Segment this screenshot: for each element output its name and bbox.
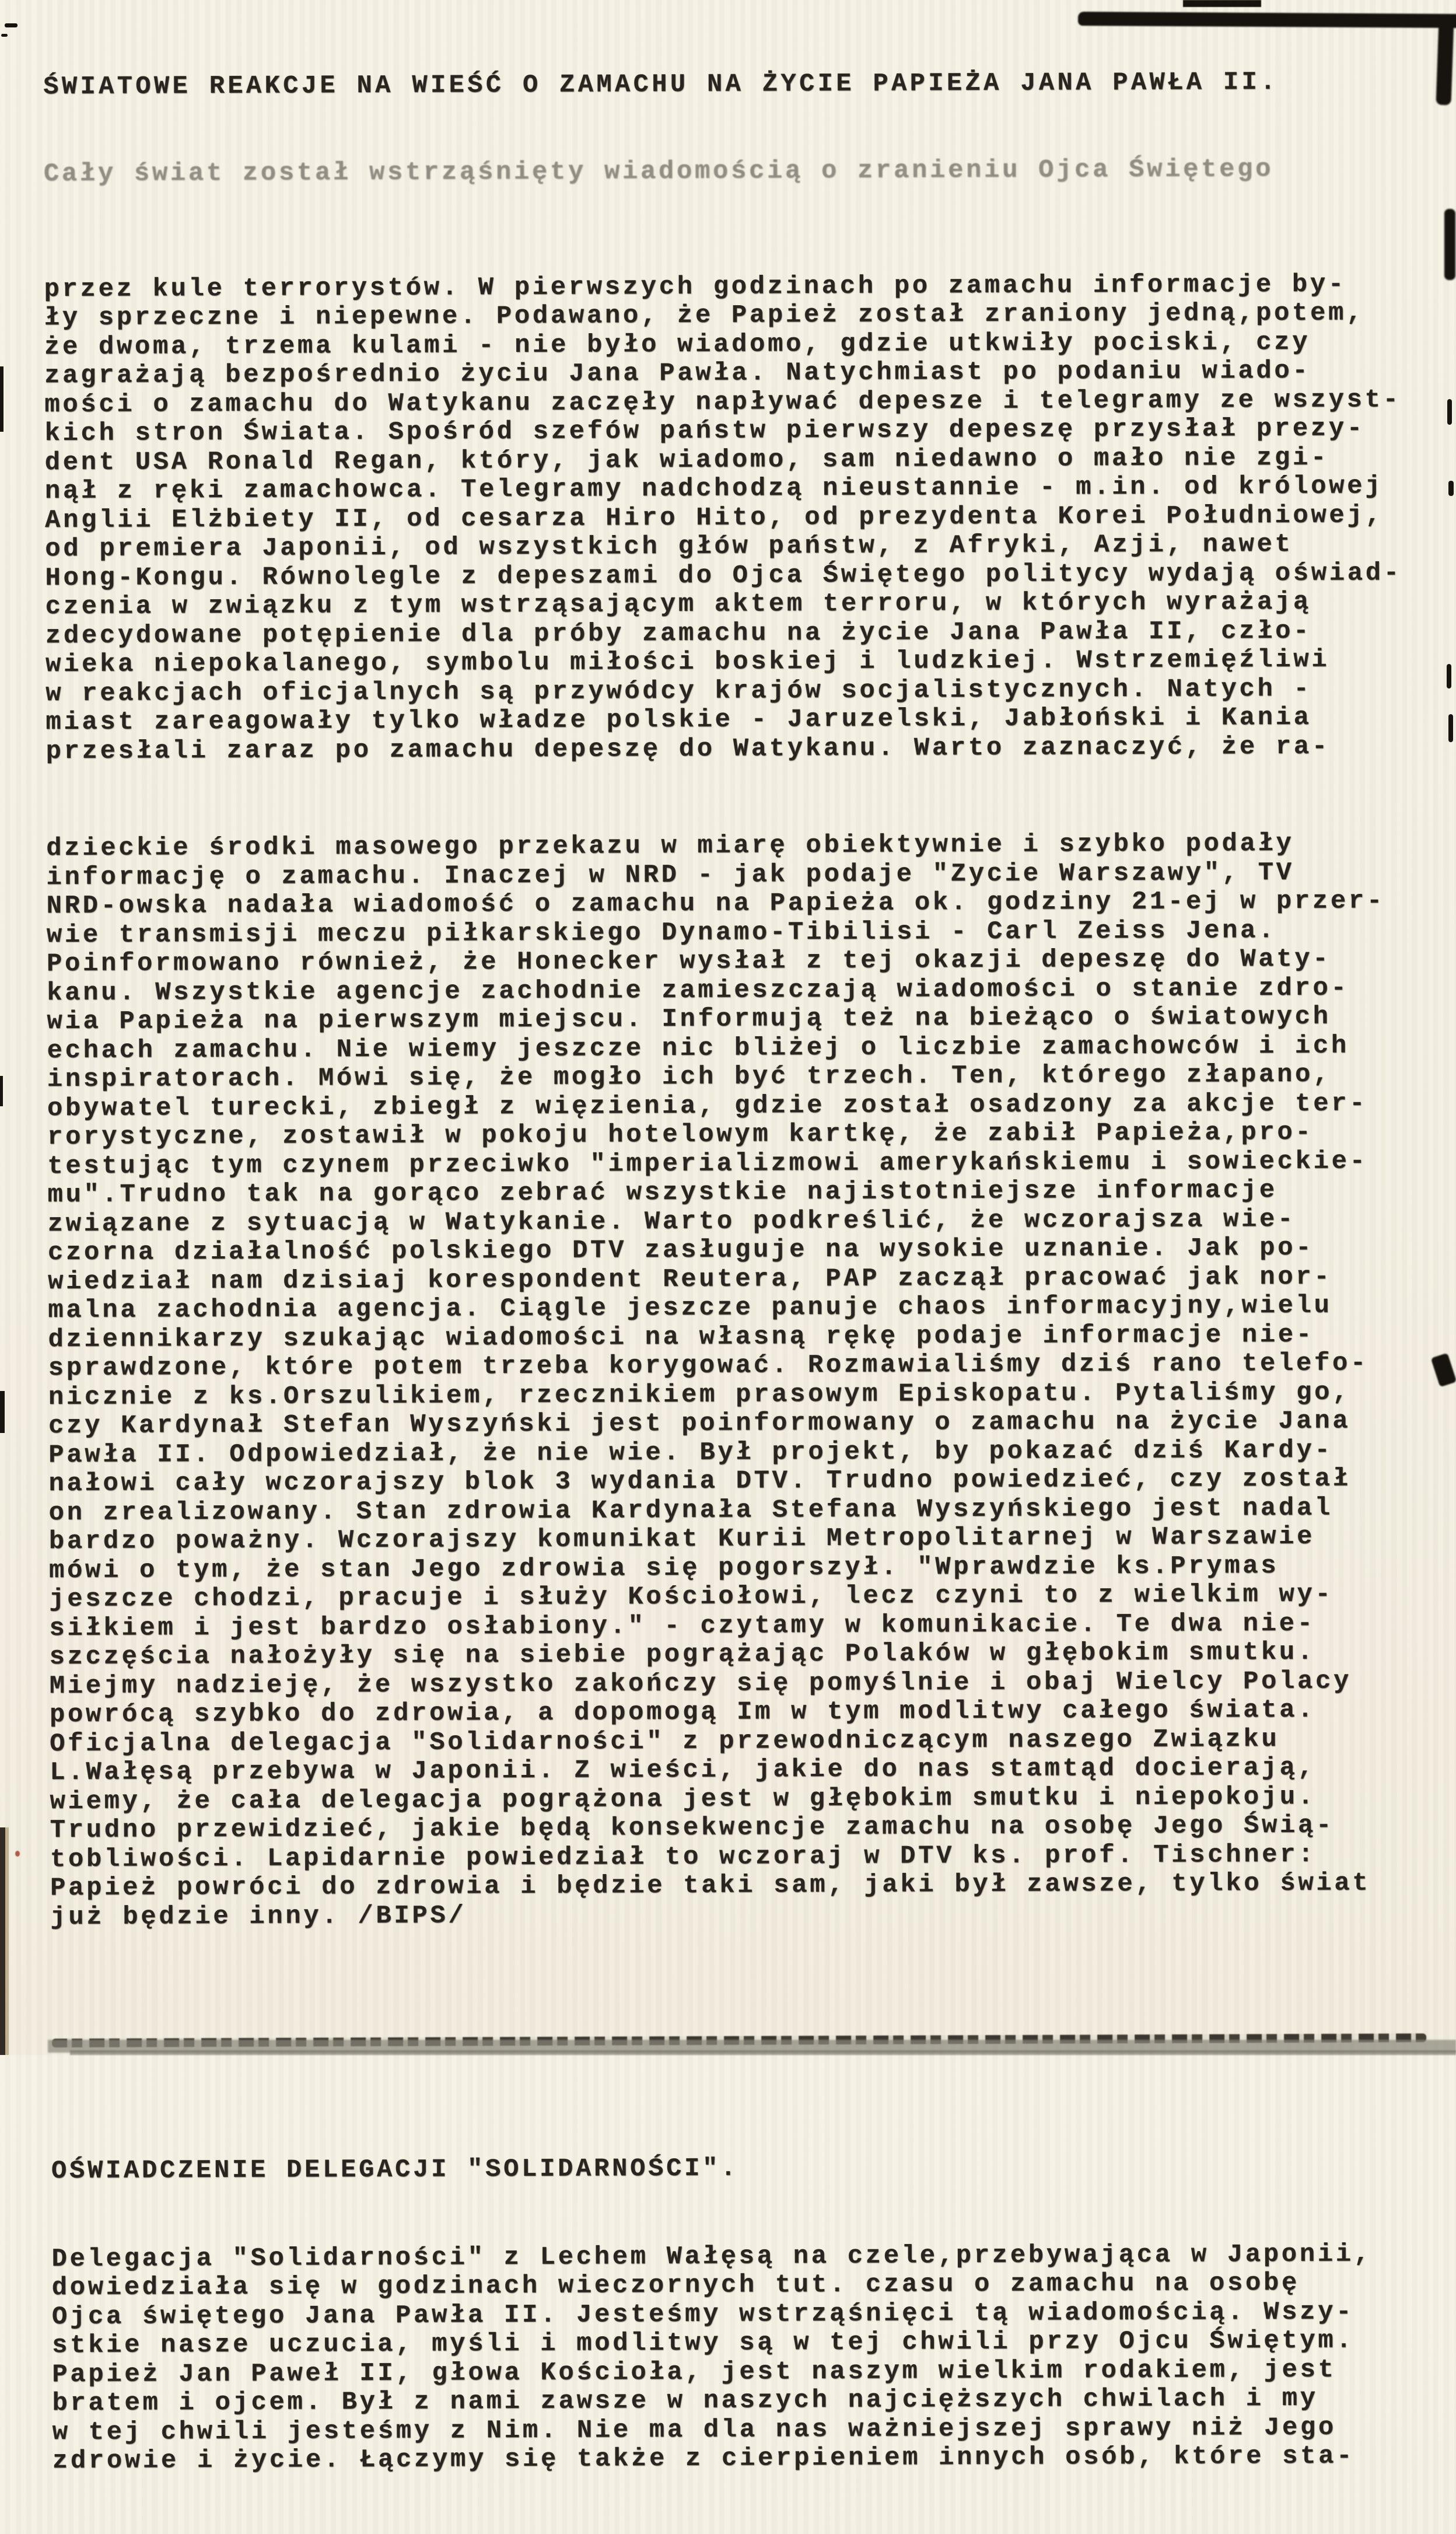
text-line: w tej chwili jesteśmy z Nim. Nie ma dla nas ważniejszej sprawy niż Jego (52, 2413, 1337, 2447)
scan-artifact-top-right-band (1078, 12, 1456, 28)
text-line: dzieckie środki masowego przekazu w miarę obiektywnie i szybko podały (46, 829, 1294, 864)
text-line: Poinformowano również, że Honecker wysłał z tej okazji depeszę do Waty- (46, 944, 1331, 979)
text-line: w reakcjach oficjalnych są przywódcy krajów socjalistycznych. Natych - (46, 674, 1312, 708)
text-line: nął z ręki zamachowca. Telegramy nadchodzą nieustannie - m.in. od królowej (44, 471, 1384, 506)
text-line: dent USA Ronald Regan, który, jak wiadomo, sam niedawno o mało nie zgi- (44, 443, 1329, 477)
text-line: bratem i ojcem. Był z nami zawsze w naszych najcięższych chwilach i my (52, 2383, 1318, 2418)
article-paragraph-2 (46, 829, 1444, 1932)
text-line: NRD-owska nadała wiadomość o zamachu na Papieża ok. godziny 21-ej w przer- (46, 886, 1385, 921)
article-title: ŚWIATOWE REAKCJE NA WIEŚĆ O ZAMACHU NA ŻYCIE PAPIEŻA JANA PAWŁA II. (43, 68, 1279, 102)
article-paragraph-1 (44, 270, 1440, 766)
scan-artifact-left-dash-3 (0, 1391, 5, 1433)
text-line: związane z sytuacją w Watykanie. Warto podkreślić, że wczorajsza wie- (47, 1204, 1296, 1239)
scan-artifact-top-left-tick-2 (1, 34, 8, 37)
text-line: Anglii Elżbiety II, od cesarza Hiro Hito, od prezydenta Korei Południowej, (44, 500, 1384, 535)
text-line: Trudno przewidzieć, jakie będą konsekwencje zamachu na osobę Jego Świą- (50, 1811, 1335, 1846)
text-line: testując tym czynem przeciwko "imperializmowi amerykańskiemu i sowieckie- (47, 1146, 1368, 1181)
scan-artifact-right-dash-1 (1447, 399, 1452, 425)
text-line: Oficjalna delegacja "Solidarności" z przewodniczącym naszego Związku (50, 1724, 1280, 1759)
text-line: malna zachodnia agencja. Ciągle jeszcze panuje chaos informacyjny,wielu (48, 1291, 1332, 1326)
text-line: stkie nasze uczucia, myśli i modlitwy są w tej chwili przy Ojcu Świętym. (52, 2326, 1354, 2361)
text-line: od premiera Japonii, od wszystkich głów państw, z Afryki, Azji, nawet (45, 529, 1293, 564)
text-line: już będzie inny. /BIPS/ (50, 1900, 467, 1932)
text-line: mówi o tym, że stan Jego zdrowia się pogorszył. "Wprawdzie ks.Prymas (48, 1551, 1279, 1585)
text-line: sprawdzone, które potem trzeba korygować. Rozmawialiśmy dziś rano telefo- (48, 1348, 1369, 1383)
text-line: zdrowie i życie. Łączymy się także z cierpieniem innych osób, które sta- (52, 2441, 1355, 2476)
scan-artifact-bottom-left-edge (0, 1827, 5, 2055)
text-line: zdecydowane potępienie dla próby zamachu na życie Jana Pawła II, czło- (45, 616, 1312, 651)
text-line: jeszcze chodzi, pracuje i służy Kościołowi, lecz czyni to z wielkim wy- (49, 1579, 1334, 1614)
text-line: mości o zamachu do Watykanu zaczęły napływać depesze i telegramy ze wszyst- (44, 385, 1401, 420)
text-line: kich stron Świata. Spośród szefów państw pierwszy depeszę przysłał prezy- (44, 414, 1365, 449)
text-line: dziennikarzy szukając wiadomości na własną rękę podaje informacje nie- (48, 1320, 1314, 1354)
article-faded-lead-line: Cały świat został wstrząśnięty wiadomością o zranieniu Ojca Świętego (43, 154, 1274, 188)
text-line: że dwoma, trzema kulami - nie było wiadomo, gdzie utkwiły pociski, czy (44, 327, 1311, 362)
text-line: bardzo poważny. Wczorajszy komunikat Kurii Metropolitarnej w Warszawie (48, 1522, 1315, 1557)
text-line: mu".Trudno tak na gorąco zebrać wszystkie najistotniejsze informacje (47, 1176, 1278, 1210)
text-line: przesłali zaraz po zamachu depeszę do Watykanu. Warto zaznaczyć, że ra- (46, 732, 1331, 766)
scan-artifact-left-dash-1 (0, 366, 4, 432)
text-line: wia Papieża na pierwszym miejscu. Informują też na bieżąco o światowych (47, 1002, 1331, 1037)
text-line: tobliwości. Lapidarnie powiedział to wczoraj w DTV ks. prof. Tischner: (50, 1840, 1317, 1874)
scan-artifact-top-left-tick-1 (5, 23, 18, 27)
scan-artifact-right-blob (1444, 209, 1455, 280)
scan-artifact-top-rect (1183, 0, 1261, 7)
statement-heading: OŚWIADCZENIE DELEGACJI "SOLIDARNOŚCI". (51, 2154, 739, 2186)
text-line: Pawła II. Odpowiedział, że nie wie. Był projekt, by pokazać dziś Kardy- (48, 1435, 1333, 1470)
text-line: Ojca świętego Jana Pawła II. Jesteśmy wstrząśnięci tą wiadomością. Wszy- (51, 2297, 1354, 2332)
text-line: obywatel turecki, zbiegł z więzienia, gdzie został osadzony za akcje ter- (47, 1088, 1368, 1123)
text-line: inspiratorach. Mówi się, że mogło ich być trzech. Ten, którego złapano, (47, 1060, 1332, 1095)
text-line: czorna działalność polskiego DTV zasługuje na wysokie uznanie. Jak po- (47, 1233, 1314, 1268)
scan-artifact-bottom-left-edge-tan (5, 1827, 9, 2055)
text-line: rorystyczne, zostawił w pokoju hotelowym kartkę, że zabił Papieża,pro- (47, 1117, 1314, 1152)
text-line: informację o zamachu. Inaczej w NRD - jak podaje "Zycie Warszawy", TV (46, 858, 1294, 892)
text-line: czy Kardynał Stefan Wyszyński jest poinformowany o zamachu na życie Jana (48, 1406, 1351, 1441)
text-line: czenia w związku z tym wstrząsającym aktem terroru, w których wyrażają (45, 587, 1312, 622)
typewritten-text-block (43, 10, 1447, 2534)
text-line: Delegacja "Solidarności" z Lechem Wałęsą na czele,przebywająca w Japonii, (51, 2239, 1372, 2274)
text-line: miast zareagowały tylko władze polskie - Jaruzelski, Jabłoński i Kania (46, 702, 1312, 738)
scan-artifact-red-dot (15, 1851, 20, 1857)
text-line: siłkiem i jest bardzo osłabiony." - czytamy w komunikacie. Te dwa nie- (49, 1609, 1315, 1643)
text-line: dowiedziała się w godzinach wieczornych tut. czasu o zamachu na osobę (51, 2268, 1300, 2303)
text-line: Hong-Kongu. Równolegle z depeszami do Ojca Świętego politycy wydają oświad- (45, 558, 1402, 593)
text-line: Papież Jan Paweł II, głowa Kościoła, jest naszym wielkim rodakiem, jest (52, 2355, 1336, 2389)
text-line: echach zamachu. Nie wiemy jeszcze nic bliżej o liczbie zamachowców i ich (47, 1031, 1349, 1065)
text-line: szczęścia nałożyły się na siebie pogrążając Polaków w głębokim smutku. (49, 1637, 1315, 1672)
statement-paragraph (51, 2239, 1447, 2476)
text-line: wiemy, że cała delegacja pogrążona jest w głębokim smutku i niepokoju. (50, 1782, 1316, 1816)
scan-artifact-right-dash-3 (1447, 664, 1451, 688)
text-line: zagrażają bezpośrednio życiu Jana Pawła. Natychmiast po podaniu wiado- (44, 356, 1311, 391)
text-line: nicznie z ks.Orszulikiem, rzecznikiem prasowym Episkopatu. Pytaliśmy go, (48, 1378, 1351, 1412)
scan-artifact-right-streak (1436, 20, 1454, 106)
scan-artifact-right-dash-4 (1448, 714, 1453, 742)
text-line: on zrealizowany. Stan zdrowia Kardynała Stefana Wyszyńskiego jest nadal (48, 1493, 1334, 1528)
text-line: wieka niepokalanego, symbolu miłości boskiej i ludzkiej. Wstrzemięźliwi (45, 645, 1330, 680)
text-line: kanu. Wszystkie agencje zachodnie zamieszczają wiadomości o stanie zdro- (47, 973, 1349, 1008)
text-line: wie transmisji meczu piłkarskiego Dynamo-Tibilisi - Carl Zeiss Jena. (46, 915, 1277, 950)
text-line: L.Wałęsą przebywa w Japonii. Z wieści, jakie do nas stamtąd docierają, (50, 1753, 1316, 1788)
text-line: ły sprzeczne i niepewne. Podawano, że Papież został zraniony jedną,potem, (44, 298, 1365, 333)
text-line: Miejmy nadzieję, że wszystko zakończy się pomyślnie i obaj Wielcy Polacy (49, 1666, 1352, 1701)
text-line: przez kule terrorystów. W pierwszych godzinach po zamachu informacje by- (44, 270, 1346, 304)
scan-artifact-right-dash-2 (1448, 481, 1454, 496)
text-line: nałowi cały wczorajszy blok 3 wydania DTV. Trudno powiedzieć, czy został (48, 1464, 1351, 1499)
scan-artifact-bottom-band-2 (70, 2050, 1456, 2055)
text-line: powrócą szybko do zdrowia, a dopomogą Im w tym modlitwy całego świata. (49, 1695, 1316, 1730)
text-line: wiedział nam dzisiaj korespondent Reutera, PAP zaczął pracować jak nor- (48, 1262, 1332, 1296)
scan-artifact-left-dash-2 (0, 1076, 3, 1106)
text-line: Papież powróci do zdrowia i będzie taki sam, jaki był zawsze, tylko świat (50, 1868, 1371, 1903)
